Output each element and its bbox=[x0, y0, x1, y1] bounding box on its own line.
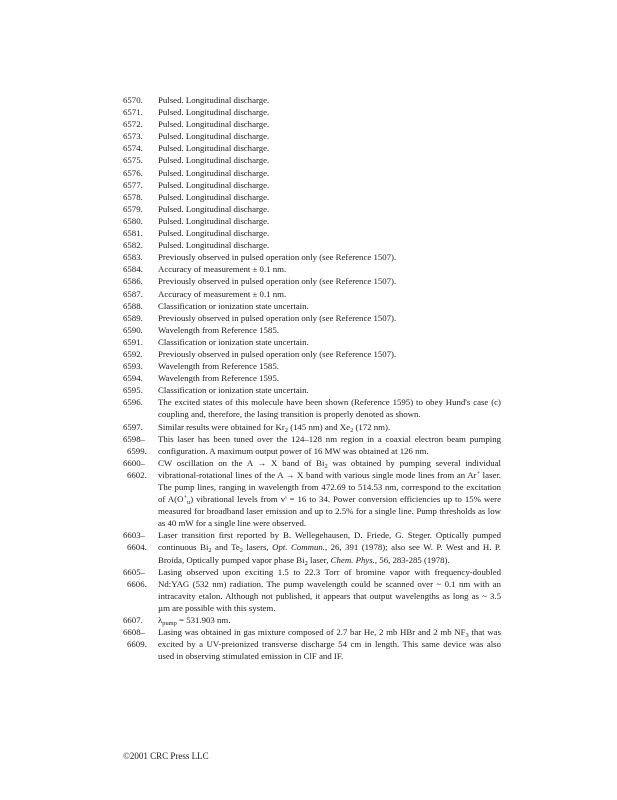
note-text: Classification or ionization state uncertain. bbox=[158, 336, 309, 347]
note-item bbox=[123, 614, 501, 626]
note-item bbox=[123, 94, 501, 106]
note-item bbox=[123, 227, 501, 239]
note-number: 6587. bbox=[123, 288, 143, 299]
note-item bbox=[123, 300, 501, 312]
note-number: 6607. bbox=[123, 615, 143, 626]
note-item bbox=[123, 263, 501, 275]
note-text: This laser has been tuned over the 124–128 nm region in a coaxial electron beam pumping configuration. A maximum output power of 16 MW was obtained at 126 nm. bbox=[158, 433, 501, 456]
note-text: Classification or ionization state uncertain. bbox=[158, 300, 309, 311]
note-item bbox=[123, 421, 501, 433]
note-text: Pulsed. Longitudinal discharge. bbox=[158, 167, 270, 178]
note-text: $\lambda_{pump} = 531.903$ nm. bbox=[158, 615, 231, 628]
note-text: Pulsed. Longitudinal discharge. bbox=[158, 215, 270, 226]
note-number: 6578. bbox=[123, 191, 143, 202]
note-text: Pulsed. Longitudinal discharge. bbox=[158, 95, 270, 105]
note-item bbox=[123, 239, 501, 251]
note-item bbox=[123, 191, 501, 203]
note-number: 6576. bbox=[123, 167, 143, 178]
note-item bbox=[123, 154, 501, 166]
note-item bbox=[123, 118, 501, 130]
note-text: Classification or ionization state uncertain. bbox=[158, 385, 309, 396]
note-number: 6582. bbox=[123, 240, 143, 251]
note-text: Previously observed in pulsed operation only (see Reference 1507). bbox=[158, 276, 397, 287]
note-text: Pulsed. Longitudinal discharge. bbox=[158, 228, 270, 239]
note-text: Wavelength from Reference 1595. bbox=[158, 373, 279, 384]
note-item bbox=[123, 396, 501, 420]
note-text: CW oscillation on the A → X band of $Bi_2$ was obtained by pumping several individual vibrational-rotational lines of the A → X band with various single mode lines from an Ar+ laser. The pump lines, ranging in wavelength from 472.69 to 514.53 nm, correspond to the excitation of $A(O^+_u)$ vibrational levels from v' = 16 to 34. Power conversion efficiencies up to 15% were measured for broadband laser emission and up to 2.5% for a single line. Pump thresholds as low as 40 mW for a single line were observed. bbox=[158, 457, 501, 529]
note-number: 6588. bbox=[123, 300, 143, 311]
note-item bbox=[123, 312, 501, 324]
note-item bbox=[123, 203, 501, 215]
note-text: Accuracy of measurement ± 0.1 nm. bbox=[158, 264, 287, 275]
note-number: 6571. bbox=[123, 107, 143, 118]
note-item bbox=[123, 179, 501, 191]
note-item bbox=[123, 336, 501, 348]
note-text: Laser transition first reported by B. Wellegehausen, D. Friede, G. Steger. Optically pumped continuous $Bi_2$ and $Te_2$ lasers, Opt. Commun., 26, 391 (1978); also see W. P. West and H. P. Broida, Optically pumped vapor phase $Bi_2$ laser, Chem. Phys., 56, 283-285 (1978). bbox=[158, 530, 501, 567]
note-text: Pulsed. Longitudinal discharge. bbox=[158, 191, 270, 202]
note-number: 6572. bbox=[123, 119, 143, 130]
note-text: Wavelength from Reference 1585. bbox=[158, 324, 279, 335]
note-number: 6580. bbox=[123, 215, 143, 226]
note-text: Wavelength from Reference 1585. bbox=[158, 361, 279, 372]
note-item bbox=[123, 348, 501, 360]
note-item bbox=[123, 251, 501, 263]
note-text: Lasing observed upon exciting 1.5 to 22.3 Torr of bromine vapor with frequency-doubled Nd:YAG (532 nm) radiation. The pump wavelength could be scanned over ~ 0.1 nm with an intracavity etalon. Although not published, it appears that output wavelengths as long as ~ 3.5 µm are possible with this system. bbox=[158, 566, 501, 613]
note-text: Similar results were obtained for $Kr_2$ (145 nm) and $Xe_2$ (172 nm). bbox=[158, 421, 391, 434]
note-item bbox=[123, 626, 501, 662]
note-number: 6583. bbox=[123, 252, 143, 263]
note-number: 6596. bbox=[123, 397, 143, 408]
note-number: 6594. bbox=[123, 373, 143, 384]
laser-notes-list bbox=[123, 94, 501, 662]
note-item bbox=[123, 288, 501, 300]
note-number: 6597. bbox=[123, 421, 143, 432]
note-number: 6577. bbox=[123, 179, 143, 190]
note-text: Pulsed. Longitudinal discharge. bbox=[158, 119, 270, 130]
note-number: 6592. bbox=[123, 348, 143, 359]
note-text: Pulsed. Longitudinal discharge. bbox=[158, 107, 270, 118]
note-number: 6603– 6604. bbox=[123, 530, 147, 553]
note-item bbox=[123, 372, 501, 384]
note-number: 6584. bbox=[123, 264, 143, 275]
note-item bbox=[123, 167, 501, 179]
note-number: 6586. bbox=[123, 276, 143, 287]
note-item bbox=[123, 384, 501, 396]
note-number: 6591. bbox=[123, 336, 143, 347]
note-item bbox=[123, 433, 501, 457]
note-text: Pulsed. Longitudinal discharge. bbox=[158, 240, 270, 251]
copyright-footer: ©2001 CRC Press LLC bbox=[123, 751, 209, 761]
note-text: Previously observed in pulsed operation only (see Reference 1507). bbox=[158, 348, 397, 359]
note-item bbox=[123, 457, 501, 530]
note-item bbox=[123, 275, 501, 287]
note-item bbox=[123, 324, 501, 336]
note-text: Lasing was obtained in gas mixture composed of 2.7 bar He, 2 mb HBr and 2 mb $NF_3$ that was excited by a UV-preionized transverse discharge 54 cm in length. This same device was also used in observing stimulated emission in ClF and IF. bbox=[158, 627, 501, 662]
note-item bbox=[123, 360, 501, 372]
note-number: 6608– 6609. bbox=[123, 627, 147, 650]
note-text: Pulsed. Longitudinal discharge. bbox=[158, 131, 270, 142]
note-text: Previously observed in pulsed operation only (see Reference 1507). bbox=[158, 312, 397, 323]
note-number: 6570. bbox=[123, 95, 143, 105]
note-number: 6579. bbox=[123, 203, 143, 214]
note-item bbox=[123, 215, 501, 227]
note-number: 6575. bbox=[123, 155, 143, 166]
note-item bbox=[123, 130, 501, 142]
note-number: 6600– 6602. bbox=[123, 457, 147, 480]
note-text: The excited states of this molecule have been shown (Reference 1595) to obey Hund's case (c) coupling and, therefore, the lasing transition is properly denoted as shown. bbox=[158, 397, 501, 420]
note-text: Pulsed. Longitudinal discharge. bbox=[158, 155, 270, 166]
note-number: 6573. bbox=[123, 131, 143, 142]
note-text: Pulsed. Longitudinal discharge. bbox=[158, 143, 270, 154]
note-item bbox=[123, 529, 501, 565]
note-item bbox=[123, 142, 501, 154]
note-text: Pulsed. Longitudinal discharge. bbox=[158, 179, 270, 190]
note-number: 6574. bbox=[123, 143, 143, 154]
note-number: 6598– 6599. bbox=[123, 433, 147, 456]
note-number: 6595. bbox=[123, 385, 143, 396]
note-number: 6581. bbox=[123, 228, 143, 239]
note-number: 6590. bbox=[123, 324, 143, 335]
note-text: Pulsed. Longitudinal discharge. bbox=[158, 203, 270, 214]
note-text: Accuracy of measurement ± 0.1 nm. bbox=[158, 288, 287, 299]
note-item bbox=[123, 566, 501, 614]
note-number: 6589. bbox=[123, 312, 143, 323]
note-number: 6593. bbox=[123, 361, 143, 372]
note-number: 6605– 6606. bbox=[123, 566, 147, 589]
note-text: Previously observed in pulsed operation only (see Reference 1507). bbox=[158, 252, 397, 263]
note-item bbox=[123, 106, 501, 118]
